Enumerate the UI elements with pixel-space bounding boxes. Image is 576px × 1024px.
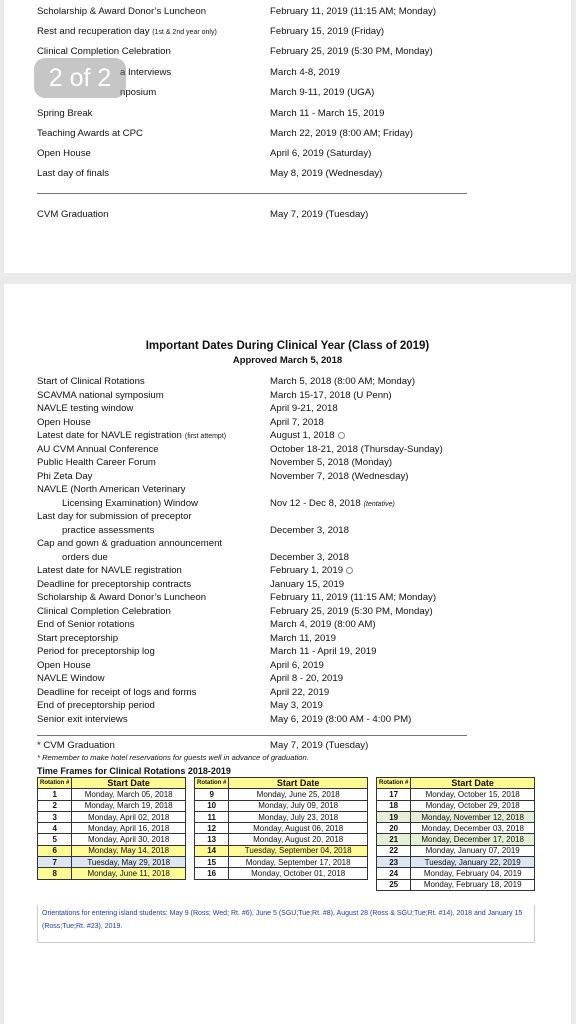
event-label: Latest date for NAVLE registration (first attempt) — [37, 430, 227, 441]
rotation-start-date: Monday, October 15, 2018 — [411, 789, 535, 800]
event-date: March 22, 2019 (8:00 AM; Friday) — [270, 128, 413, 139]
event-date: February 11, 2019 (11:15 AM; Monday) — [270, 592, 437, 603]
rotation-number: 16 — [195, 868, 229, 879]
rotation-number: 5 — [38, 834, 72, 845]
event-label: orders due — [62, 551, 108, 563]
column-header-start-date: Start Date — [72, 778, 186, 789]
event-date: March 4, 2019 (8:00 AM) — [270, 619, 376, 630]
event-date: April 7, 2018 — [270, 416, 324, 428]
event-date: February 1, 2019 — [270, 565, 353, 577]
event-label: Deadline for receipt of logs and forms — [37, 686, 197, 698]
rotation-number: 8 — [38, 868, 72, 879]
rotation-start-date: Monday, October 01, 2018 — [229, 868, 368, 879]
event-date: April 22, 2019 — [270, 686, 330, 698]
table-row — [377, 823, 535, 834]
event-date: February 11, 2019 (11:15 AM; Monday) — [270, 6, 437, 17]
column-header-rotation: Rotation # — [377, 778, 411, 789]
rotation-number: 12 — [195, 823, 229, 834]
event-date: May 3, 2019 — [270, 700, 323, 711]
event-date: April 9-21, 2018 — [270, 403, 338, 414]
document-title: Important Dates During Clinical Year (Class of 2019) — [145, 340, 430, 352]
event-date: March 15-17, 2018 (U Penn) — [270, 389, 392, 401]
column-header-start-date: Start Date — [411, 778, 535, 789]
rotation-start-date: Tuesday, January 22, 2019 — [411, 857, 535, 868]
circle-marker-icon — [346, 567, 353, 574]
table-row — [195, 857, 368, 868]
table-row — [195, 811, 368, 822]
rotation-table-2 — [194, 777, 368, 880]
graduation-label: * CVM Graduation — [37, 740, 115, 751]
event-date: August 1, 2018 — [270, 430, 345, 442]
rotation-number: 22 — [377, 845, 411, 856]
event-label: SCAVMA national symposium — [37, 389, 164, 401]
event-label: nposium — [120, 87, 157, 98]
event-label: Scholarship & Award Donor’s Luncheon — [37, 592, 207, 603]
rotation-start-date: Monday, July 23, 2018 — [229, 811, 368, 822]
table-row — [195, 800, 368, 811]
event-date: March 9-11, 2019 (UGA) — [270, 87, 375, 98]
rotation-start-date: Monday, May 14, 2018 — [72, 845, 186, 856]
document-subtitle: Approved March 5, 2018 — [232, 355, 343, 366]
rotation-start-date: Monday, April 30, 2018 — [72, 834, 186, 845]
event-date: February 25, 2019 (5:30 PM, Monday) — [270, 605, 433, 617]
event-date: April 8 - 20, 2019 — [270, 673, 344, 684]
event-label: Last day of finals — [37, 168, 109, 179]
event-label: Deadline for preceptorship contracts — [37, 578, 192, 590]
rotation-number: 9 — [195, 789, 229, 800]
table-row — [38, 845, 186, 856]
table-row — [38, 857, 186, 868]
event-label: AU CVM Annual Conference — [37, 443, 159, 455]
rotation-start-date: Monday, February 18, 2019 — [411, 879, 535, 890]
event-label: Last day for submission of preceptor — [37, 511, 192, 522]
rotation-number: 23 — [377, 857, 411, 868]
rotation-start-date: Monday, December 17, 2018 — [411, 834, 535, 845]
rotation-number: 19 — [377, 811, 411, 822]
rotation-start-date: Monday, October 29, 2018 — [411, 800, 535, 811]
table-row — [195, 834, 368, 845]
event-label: a Interviews — [120, 67, 172, 78]
rotation-start-date: Monday, August 20, 2018 — [229, 834, 368, 845]
rotation-start-date: Monday, December 03, 2018 — [411, 823, 535, 834]
rotation-number: 14 — [195, 845, 229, 856]
event-date: March 11, 2019 — [270, 632, 336, 644]
rotation-start-date: Monday, July 09, 2018 — [229, 800, 368, 811]
event-date: November 5, 2018 (Monday) — [270, 457, 393, 468]
event-label: Licensing Examination) Window — [62, 497, 198, 509]
rotation-start-date: Monday, September 17, 2018 — [229, 857, 368, 868]
table-row — [38, 834, 186, 845]
event-label: Rest and recuperation day (1st & 2nd year only) — [37, 26, 217, 37]
graduation-date: May 7, 2019 (Tuesday) — [270, 740, 369, 751]
event-label: Open House — [37, 148, 91, 159]
column-header-rotation: Rotation # — [38, 778, 72, 789]
timeframes-title: Time Frames for Clinical Rotations 2018-2019 — [37, 766, 231, 776]
event-date: December 3, 2018 — [270, 524, 349, 536]
event-label: Open House — [37, 659, 91, 671]
event-label: Teaching Awards at CPC — [37, 128, 143, 139]
table-row — [377, 789, 535, 800]
rotation-start-date: Tuesday, September 04, 2018 — [229, 845, 368, 856]
event-label: Start of Clinical Rotations — [37, 376, 145, 387]
table-row — [377, 879, 535, 890]
table-row — [377, 834, 535, 845]
event-date: May 6, 2019 (8:00 AM - 4:00 PM) — [270, 713, 412, 725]
event-date: November 7, 2018 (Wednesday) — [270, 470, 409, 482]
table-row — [377, 845, 535, 856]
table-row — [38, 823, 186, 834]
event-date: March 5, 2018 (8:00 AM; Monday) — [270, 376, 416, 387]
rotation-number: 7 — [38, 857, 72, 868]
event-date: April 6, 2019 — [270, 659, 324, 671]
table-row — [377, 800, 535, 811]
rotation-start-date: Monday, April 02, 2018 — [72, 811, 186, 822]
event-label: Scholarship & Award Donor’s Luncheon — [37, 6, 207, 17]
rotation-start-date: Monday, January 07, 2019 — [411, 845, 535, 856]
event-label: NAVLE (North American Veterinary — [37, 484, 186, 495]
event-date: February 25, 2019 (5:30 PM, Monday) — [270, 46, 433, 57]
document-page-1 — [4, 0, 571, 273]
column-header-start-date: Start Date — [229, 778, 368, 789]
graduation-label: CVM Graduation — [37, 209, 109, 220]
event-label: Start preceptorship — [37, 632, 119, 644]
event-label: NAVLE testing window — [37, 403, 134, 414]
divider — [37, 735, 467, 736]
event-label: practice assessments — [62, 524, 155, 536]
event-date: March 11 - March 15, 2019 — [270, 108, 385, 119]
event-date: March 4-8, 2019 — [270, 67, 340, 78]
table-row — [38, 811, 186, 822]
table-row — [38, 800, 186, 811]
rotation-start-date: Monday, November 12, 2018 — [411, 811, 535, 822]
circle-marker-icon — [338, 432, 345, 439]
rotation-start-date: Monday, August 06, 2018 — [229, 823, 368, 834]
column-header-rotation: Rotation # — [195, 778, 229, 789]
event-label: NAVLE Window — [37, 673, 105, 684]
event-label: Cap and gown & graduation announcement — [37, 538, 223, 549]
event-label: End of preceptorship period — [37, 700, 155, 711]
rotation-number: 24 — [377, 868, 411, 879]
event-label: Clinical Completion Celebration — [37, 46, 171, 57]
event-label: Period for preceptorship log — [37, 646, 155, 657]
event-label: Latest date for NAVLE registration — [37, 565, 182, 576]
rotation-number: 25 — [377, 879, 411, 890]
rotation-start-date: Monday, March 19, 2018 — [72, 800, 186, 811]
rotation-number: 20 — [377, 823, 411, 834]
event-label: Clinical Completion Celebration — [37, 605, 171, 617]
table-row — [195, 868, 368, 879]
rotation-number: 13 — [195, 834, 229, 845]
event-label: Spring Break — [37, 108, 93, 119]
event-date: May 8, 2019 (Wednesday) — [270, 168, 383, 179]
event-date: April 6, 2019 (Saturday) — [270, 148, 372, 159]
rotation-table-1 — [37, 777, 186, 880]
table-row — [38, 868, 186, 879]
document-page-2 — [4, 284, 571, 1024]
event-date: January 15, 2019 — [270, 578, 345, 590]
event-date: Nov 12 - Dec 8, 2018 (tentative) — [270, 497, 395, 509]
page-counter-badge: 2 of 2 — [34, 58, 126, 98]
table-row — [195, 789, 368, 800]
rotation-start-date: Monday, June 11, 2018 — [72, 868, 186, 879]
rotation-number: 21 — [377, 834, 411, 845]
rotation-start-date: Monday, February 04, 2019 — [411, 868, 535, 879]
table-row — [195, 845, 368, 856]
table-row — [377, 857, 535, 868]
event-date: October 18-21, 2018 (Thursday-Sunday) — [270, 443, 443, 455]
event-label: Senior exit interviews — [37, 713, 128, 725]
table-row — [195, 823, 368, 834]
hotel-reminder: * Remember to make hotel reservations for guests well in advance of graduation. — [37, 753, 309, 762]
event-label: Open House — [37, 416, 91, 428]
rotation-number: 1 — [38, 789, 72, 800]
graduation-date: May 7, 2019 (Tuesday) — [270, 209, 369, 220]
table-row — [38, 789, 186, 800]
rotation-number: 6 — [38, 845, 72, 856]
event-date: February 15, 2019 (Friday) — [270, 26, 385, 37]
table-row — [377, 868, 535, 879]
rotation-start-date: Monday, April 16, 2018 — [72, 823, 186, 834]
rotation-number: 4 — [38, 823, 72, 834]
rotation-number: 10 — [195, 800, 229, 811]
rotation-start-date: Monday, June 25, 2018 — [229, 789, 368, 800]
event-date: March 11 - April 19, 2019 — [270, 646, 377, 657]
rotation-number: 15 — [195, 857, 229, 868]
rotation-number: 18 — [377, 800, 411, 811]
table-row — [377, 811, 535, 822]
rotation-start-date: Tuesday, May 29, 2018 — [72, 857, 186, 868]
rotation-table-3 — [376, 777, 535, 891]
event-label: Public Health Career Forum — [37, 457, 156, 468]
rotation-number: 3 — [38, 811, 72, 822]
event-date: December 3, 2018 — [270, 551, 349, 563]
divider — [37, 193, 467, 194]
event-label: Phi Zeta Day — [37, 470, 93, 482]
orientation-note: Orientations for entering island students: May 9 (Ross; Wed; Rt. #6), June 5 (SGU;Tue;Rt. #8), August 28 (Ross & SGU;Tue;Rt. #14), 2018 and January 15 (Ross;Tue;Rt. #23), 2019. — [37, 905, 535, 943]
rotation-number: 17 — [377, 789, 411, 800]
rotation-start-date: Monday, March 05, 2018 — [72, 789, 186, 800]
rotation-number: 2 — [38, 800, 72, 811]
rotation-number: 11 — [195, 811, 229, 822]
event-label: End of Senior rotations — [37, 619, 135, 630]
